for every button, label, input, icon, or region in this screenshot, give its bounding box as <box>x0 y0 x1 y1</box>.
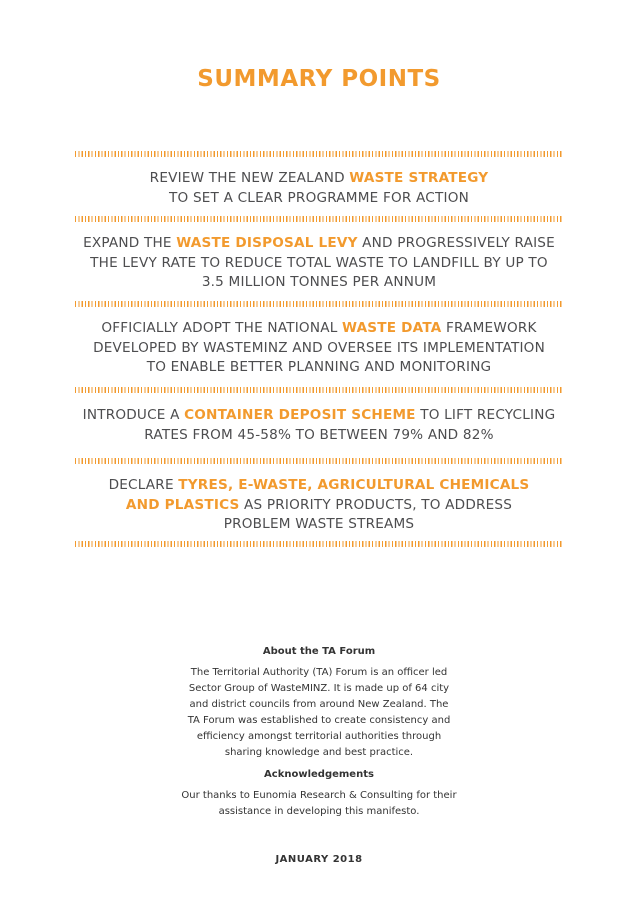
about-line: efficiency amongst territorial authorities through <box>196 731 442 742</box>
page-title: SUMMARY POINTS <box>197 66 441 92</box>
point-line: RATES FROM 45-58% TO BETWEEN 79% AND 82% <box>144 426 494 443</box>
about-body <box>120 665 518 761</box>
point-highlight: WASTE DATA <box>341 320 442 336</box>
about-line: sharing knowledge and best practice. <box>224 747 414 758</box>
about-heading: About the TA Forum <box>262 646 376 657</box>
point-highlight: CONTAINER DEPOSIT SCHEME <box>184 407 416 423</box>
point-line: REVIEW THE NEW ZEALAND WASTE STRATEGY <box>149 170 489 186</box>
divider <box>75 458 563 464</box>
point-line: DEVELOPED BY WASTEMINZ AND OVERSEE ITS IMPLEMENTATION <box>93 339 545 356</box>
summary-point-4 <box>60 406 578 445</box>
summary-point-1 <box>60 169 578 208</box>
divider <box>75 541 563 547</box>
point-line: INTRODUCE A CONTAINER DEPOSIT SCHEME TO LIFT RECYCLING <box>82 407 556 423</box>
about-section <box>120 646 518 820</box>
acknowledgements-heading: Acknowledgements <box>264 769 374 780</box>
about-line: and district councils from around New Zealand. The <box>189 699 449 710</box>
publication-date: JANUARY 2018 <box>275 854 363 865</box>
point-line: DECLARE TYRES, E-WASTE, AGRICULTURAL CHEMICALS <box>108 477 530 493</box>
point-line: THE LEVY RATE TO REDUCE TOTAL WASTE TO LANDFILL BY UP TO <box>90 254 548 271</box>
point-highlight: TYRES, E-WASTE, AGRICULTURAL CHEMICALS <box>178 477 530 493</box>
divider <box>75 387 563 393</box>
point-highlight: WASTE STRATEGY <box>349 170 489 186</box>
divider <box>75 301 563 307</box>
ack-line: assistance in developing this manifesto. <box>218 806 420 817</box>
point-highlight: AND PLASTICS <box>125 496 240 513</box>
summary-point-3 <box>60 319 578 378</box>
point-line: TO SET A CLEAR PROGRAMME FOR ACTION <box>169 189 469 206</box>
about-line: TA Forum was established to create consistency and <box>187 715 451 726</box>
divider <box>75 216 563 222</box>
point-line: 3.5 MILLION TONNES PER ANNUM <box>201 274 437 290</box>
point-highlight: WASTE DISPOSAL LEVY <box>176 235 358 251</box>
summary-point-2 <box>60 234 578 293</box>
point-line: AND PLASTICS AS PRIORITY PRODUCTS, TO ADDRESS <box>125 496 513 513</box>
acknowledgements-body <box>120 788 518 820</box>
point-line: OFFICIALLY ADOPT THE NATIONAL WASTE DATA FRAMEWORK <box>101 320 537 336</box>
point-line: TO ENABLE BETTER PLANNING AND MONITORING <box>146 359 492 375</box>
about-line: Sector Group of WasteMINZ. It is made up of 64 city <box>188 683 450 694</box>
point-line: PROBLEM WASTE STREAMS <box>223 516 415 532</box>
divider <box>75 151 563 157</box>
point-line: EXPAND THE WASTE DISPOSAL LEVY AND PROGRESSIVELY RAISE <box>83 235 555 251</box>
summary-point-5 <box>60 476 578 535</box>
about-line: The Territorial Authority (TA) Forum is an officer led <box>190 667 448 678</box>
ack-line: Our thanks to Eunomia Research & Consulting for their <box>181 790 457 801</box>
